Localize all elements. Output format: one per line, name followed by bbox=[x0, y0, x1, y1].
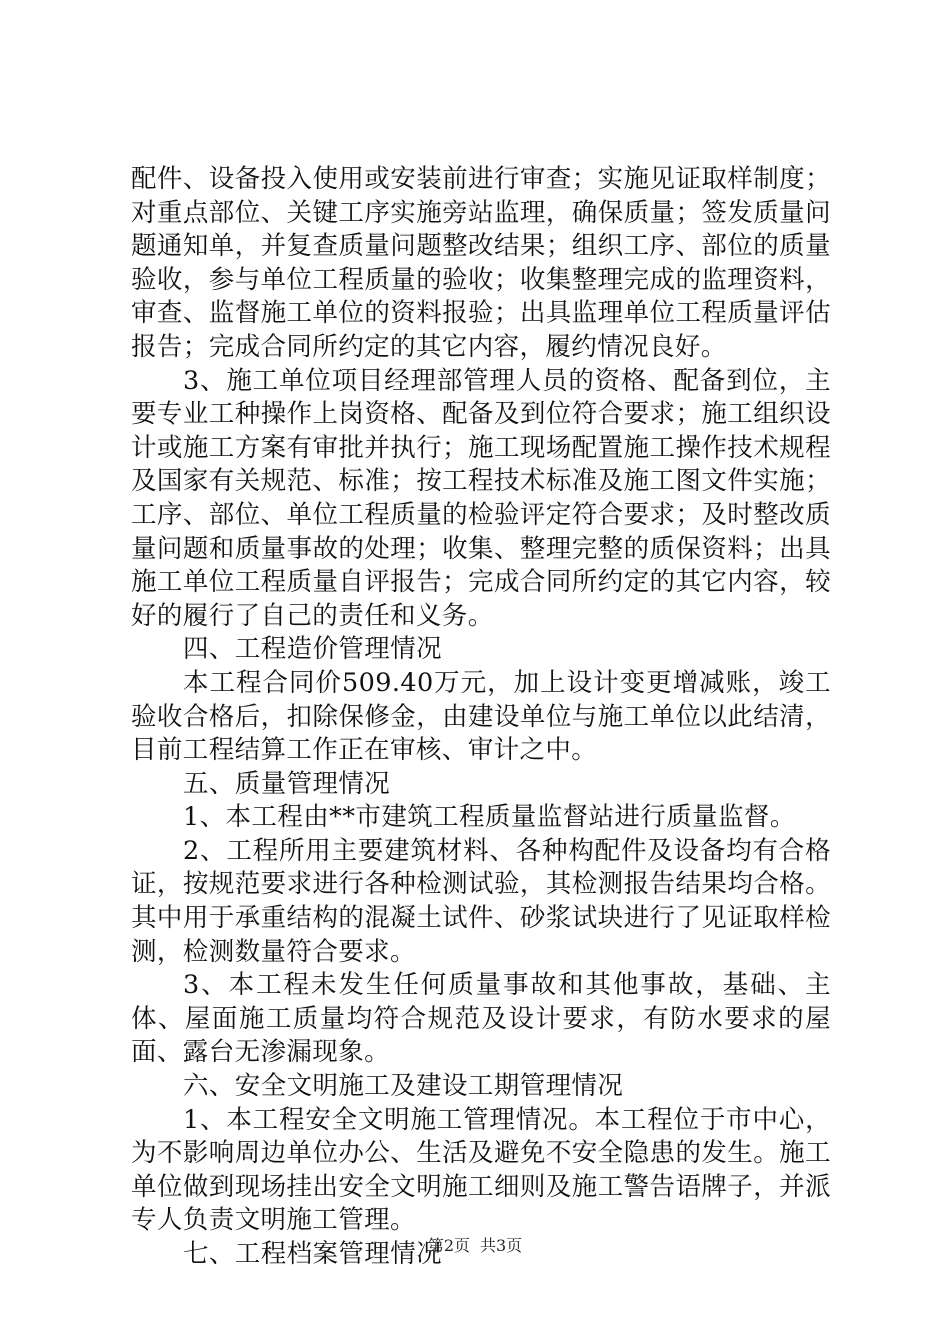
page-number: 第2页 bbox=[427, 1236, 470, 1255]
paragraph-supervision-continued: 配件、设备投入使用或安装前进行审查；实施见证取样制度；对重点部位、关键工序实施旁站监理，确保质量；签发质量问题通知单，并复查质量问题整改结果；组织工序、部位的质量验收，参与单位工程质量的验收；收集整理完成的监理资料，审查、监督施工单位的资料报验；出具监理单位工程质量评估报告；完成合同所约定的其它内容，履约情况良好。 bbox=[131, 164, 831, 362]
page-footer bbox=[0, 1236, 950, 1256]
paragraph-no-accidents: 3、本工程未发生任何质量事故和其他事故，基础、主体、屋面施工质量均符合规范及设计要求，有防水要求的屋面、露台无渗漏现象。 bbox=[131, 970, 831, 1068]
section-heading-cost: 四、工程造价管理情况 bbox=[183, 634, 443, 665]
section-heading-archives: 七、工程档案管理情况 bbox=[183, 1239, 443, 1269]
section-heading-quality: 五、质量管理情况 bbox=[183, 768, 391, 799]
paragraph-safety-management: 1、本工程安全文明施工管理情况。本工程位于市中心，为不影响周边单位办公、生活及避免不安全隐患的发生。施工单位做到现场挂出安全文明施工细则及施工警告语牌子，并派专人负责文明施工管理。 bbox=[131, 1104, 831, 1236]
section-heading-safety: 六、安全文明施工及建设工期管理情况 bbox=[183, 1071, 624, 1102]
page-total: 共3页 bbox=[480, 1236, 523, 1255]
paragraph-quality-supervision: 1、本工程由**市建筑工程质量监督站进行质量监督。 bbox=[183, 802, 796, 833]
paragraph-contract-price: 本工程合同价509.40万元，加上设计变更增减账，竣工验收合格后，扣除保修金，由建设单位与施工单位以此结清，目前工程结算工作正在审核、审计之中。 bbox=[131, 667, 831, 766]
paragraph-materials-testing: 2、工程所用主要建筑材料、各种构配件及设备均有合格证，按规范要求进行各种检测试验，其检测报告结果均合格。其中用于承重结构的混凝土试件、砂浆试块进行了见证取样检测，检测数量符合要求。 bbox=[131, 835, 831, 967]
paragraph-contractor-duties: 3、施工单位项目经理部管理人员的资格、配备到位，主要专业工种操作上岗资格、配备及到位符合要求；施工组织设计或施工方案有审批并执行；施工现场配置施工操作技术规程及国家有关规范、标准；按工程技术标准及施工图文件实施；工序、部位、单位工程质量的检验评定符合要求；及时整改质量问题和质量事故的处理；收集、整理完整的质保资料；出具施工单位工程质量自评报告；完成合同所约定的其它内容，较好的履行了自己的责任和义务。 bbox=[131, 365, 831, 631]
document-body bbox=[131, 163, 831, 1272]
